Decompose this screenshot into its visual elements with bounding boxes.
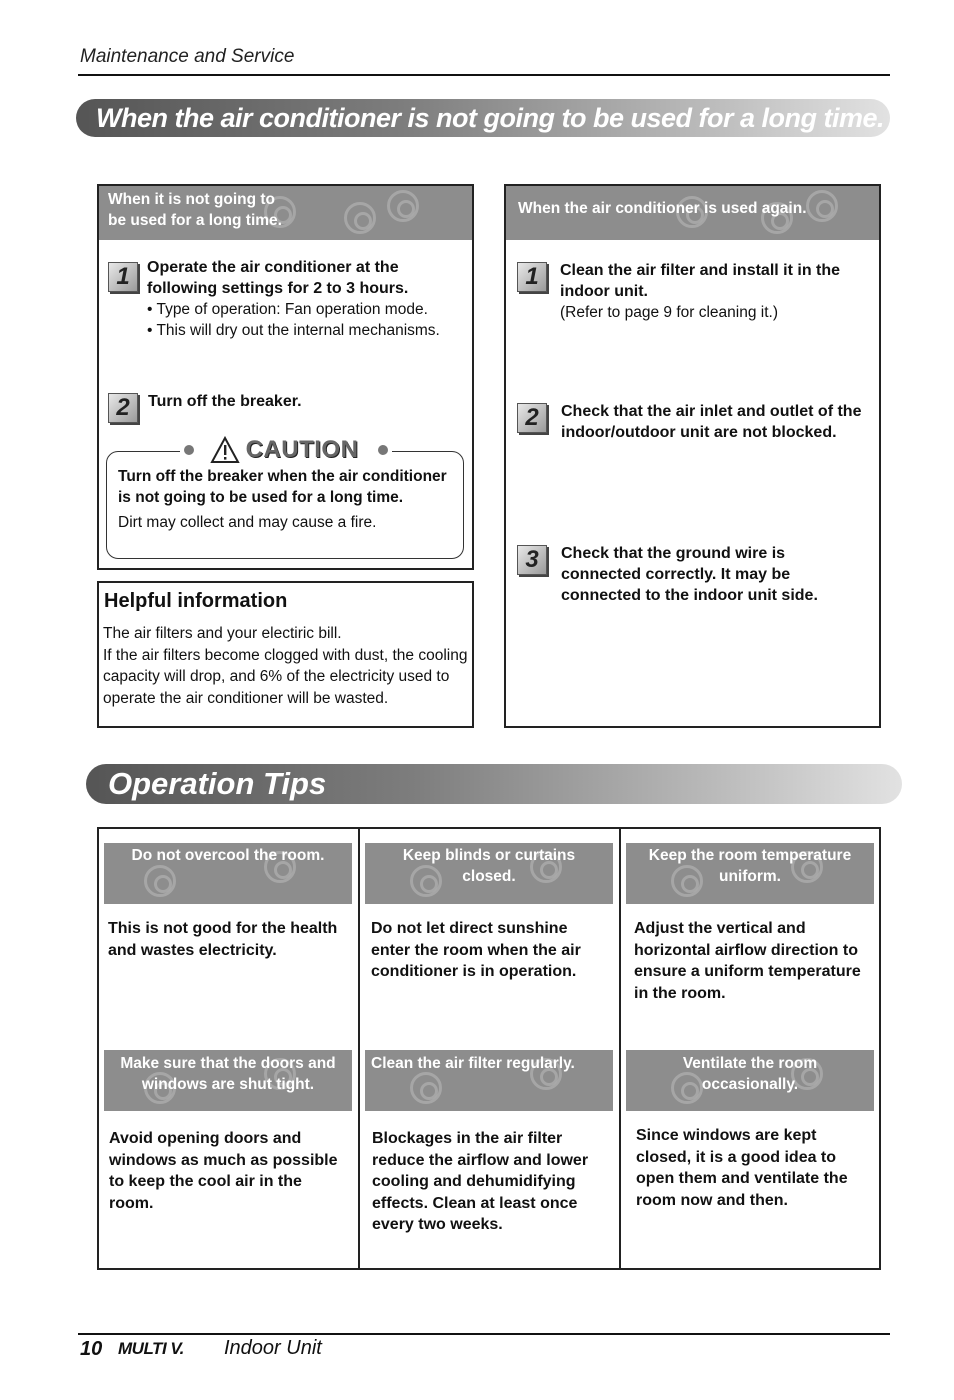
tip-text: Blockages in the air filter reduce the airflow and lower cooling and dehumidifying effects. Clean at least once every two weeks.: [372, 1130, 589, 1233]
step-2-badge: 2: [517, 403, 547, 433]
step-2-badge: 2: [108, 393, 138, 423]
right-step-1: Clean the air filter and install it in the indoor unit. (Refer to page 9 for cleaning it.): [560, 262, 841, 321]
right-step-3: Check that the ground wire is connected correctly. It may be connected to the indoor unit side.: [561, 545, 818, 604]
right-step-2: Check that the air inlet and outlet of the indoor/outdoor unit are not blocked.: [561, 403, 862, 441]
tip-text: This is not good for the health and wastes electricity.: [108, 920, 338, 959]
helpful-info-title: Helpful information: [104, 590, 288, 612]
section-title: Maintenance and Service: [80, 46, 295, 67]
step-3-badge: 3: [517, 545, 547, 575]
header-divider: [78, 74, 890, 76]
operation-tips-banner: Operation Tips: [86, 764, 902, 804]
bullet-dot-icon: [184, 445, 194, 455]
caution-label: [180, 432, 392, 468]
brand-logo: MULTI V.: [118, 1339, 184, 1358]
tip-heading: Keep the room temperature uniform.: [626, 843, 874, 904]
helpful-info-text: The air filters and your electiric bill. If the air filters become clogged with dust, the cooling capacity will drop, and 6% of the electricity used to operate the air conditioner will be wasted.: [103, 625, 468, 707]
right-panel-heading: When the air conditioner is used again.: [506, 186, 879, 240]
step-1-badge: 1: [517, 262, 547, 292]
bullet-dot-icon: [378, 445, 388, 455]
left-step-2: Turn off the breaker.: [148, 393, 302, 410]
tips-divider: [619, 827, 621, 1270]
page-number: 10: [80, 1338, 103, 1360]
caution-word: CAUTION: [245, 436, 359, 463]
tip-heading: Ventilate the room occasionally.: [626, 1050, 874, 1111]
tip-text: Since windows are kept closed, it is a good idea to open them and ventilate the room now and then.: [636, 1127, 848, 1209]
footer-divider: [78, 1333, 890, 1335]
left-panel-heading: When it is not going to be used for a long time.: [99, 186, 472, 240]
tip-heading: Do not overcool the room.: [104, 843, 352, 904]
tip-heading: Clean the air filter regularly.: [365, 1050, 613, 1111]
left-step-1: Operate the air conditioner at the following settings for 2 to 3 hours. • Type of operation: Fan operation mode. • This will dry out the internal mechanisms.: [147, 259, 440, 339]
tip-text: Adjust the vertical and horizontal airflow direction to ensure a uniform temperature in the room.: [634, 920, 861, 1002]
tip-heading: Keep blinds or curtains closed.: [365, 843, 613, 904]
footer-unit: Indoor Unit: [224, 1337, 322, 1359]
tip-text: Do not let direct sunshine enter the room when the air conditioner is in operation.: [371, 920, 581, 980]
long-time-banner: When the air conditioner is not going to be used for a long time.: [76, 99, 890, 137]
caution-text: Turn off the breaker when the air conditioner is not going to be used for a long time. Dirt may collect and may cause a fire.: [118, 468, 447, 531]
tip-heading: Make sure that the doors and windows are shut tight.: [104, 1050, 352, 1111]
warning-icon: [210, 436, 240, 464]
tips-divider: [358, 827, 360, 1270]
tip-text: Avoid opening doors and windows as much as possible to keep the cool air in the room.: [109, 1130, 338, 1212]
step-1-badge: 1: [108, 262, 138, 292]
